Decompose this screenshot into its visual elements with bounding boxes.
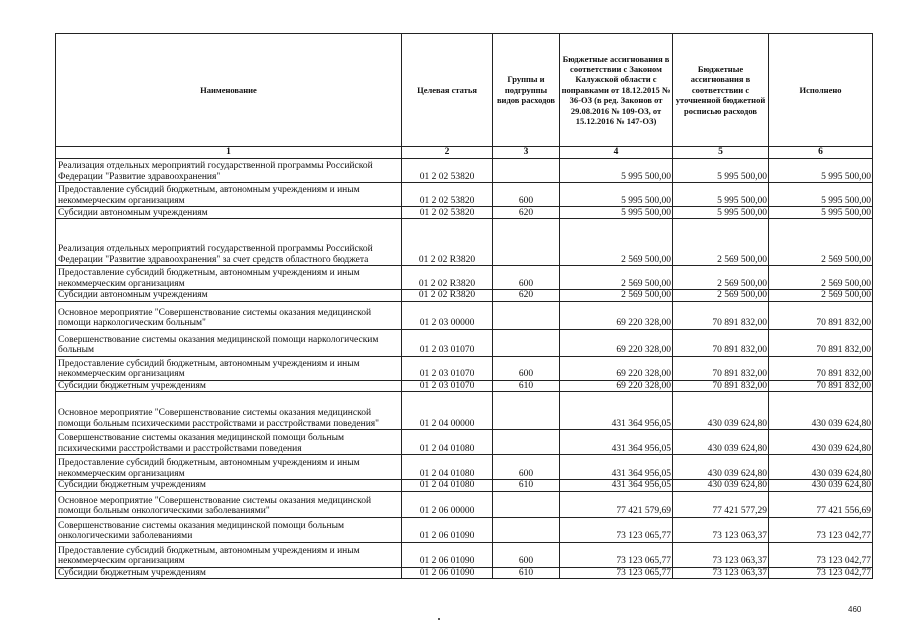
cell-budget-allocation: 70 891 832,00	[673, 380, 769, 392]
cell-expense-group: 620	[493, 290, 560, 302]
cell-expense-group	[493, 159, 560, 183]
cell-executed: 73 123 042,77	[769, 517, 873, 542]
cell-target-article: 01 2 03 00000	[402, 301, 493, 329]
cell-law-allocation: 431 364 956,05	[560, 430, 673, 455]
header-law-allocations: Бюджетные ассигнования в соответствии с Законом Калужской области с поправками от 18.12.2015 № 36-ОЗ (в ред. Законов от 29.08.2016 № 109-ОЗ, от 15.12.2016 № 147-ОЗ)	[560, 34, 673, 147]
table-row	[56, 491, 873, 517]
cell-executed: 77 421 556,69	[769, 491, 873, 517]
table-row	[56, 207, 873, 219]
cell-expense-group: 610	[493, 567, 560, 579]
cell-target-article: 01 2 04 01080	[402, 430, 493, 455]
cell-name: Основное мероприятие "Совершенствование системы оказания медицинской помощи больным онкологическими заболеваниями"	[56, 491, 402, 517]
table-row	[56, 266, 873, 290]
cell-law-allocation: 69 220 328,00	[560, 329, 673, 356]
budget-table	[55, 33, 873, 579]
cell-target-article: 01 2 06 01090	[402, 542, 493, 567]
table-row	[56, 542, 873, 567]
cell-name: Субсидии бюджетным учреждениям	[56, 567, 402, 579]
cell-expense-group: 600	[493, 183, 560, 207]
header-name: Наименование	[56, 34, 402, 147]
cell-budget-allocation: 2 569 500,00	[673, 219, 769, 266]
cell-law-allocation: 73 123 065,77	[560, 517, 673, 542]
cell-budget-allocation: 430 039 624,80	[673, 392, 769, 430]
cell-executed: 70 891 832,00	[769, 329, 873, 356]
cell-law-allocation: 2 569 500,00	[560, 290, 673, 302]
table-row	[56, 380, 873, 392]
cell-law-allocation: 69 220 328,00	[560, 356, 673, 380]
cell-budget-allocation: 5 995 500,00	[673, 207, 769, 219]
cell-budget-allocation: 70 891 832,00	[673, 329, 769, 356]
column-number: 2	[402, 147, 493, 159]
cell-name: Предоставление субсидий бюджетным, автономным учреждениям и иным некоммерческим организациям	[56, 183, 402, 207]
cell-executed: 70 891 832,00	[769, 356, 873, 380]
cell-executed: 5 995 500,00	[769, 207, 873, 219]
table-row	[56, 392, 873, 430]
table-row	[56, 290, 873, 302]
cell-expense-group: 600	[493, 266, 560, 290]
cell-budget-allocation: 2 569 500,00	[673, 266, 769, 290]
cell-target-article: 01 2 03 01070	[402, 356, 493, 380]
cell-law-allocation: 431 364 956,05	[560, 480, 673, 492]
table-row	[56, 219, 873, 266]
table-row	[56, 517, 873, 542]
cell-name: Реализация отдельных мероприятий государственной программы Российской Федерации "Развитие здравоохранения" за счет средств областного бюджета	[56, 219, 402, 266]
cell-expense-group	[493, 219, 560, 266]
cell-executed: 5 995 500,00	[769, 159, 873, 183]
cell-expense-group	[493, 301, 560, 329]
header-expense-groups: Группы и подгруппы видов расходов	[493, 34, 560, 147]
column-number: 4	[560, 147, 673, 159]
cell-expense-group: 600	[493, 455, 560, 480]
cell-law-allocation: 77 421 579,69	[560, 491, 673, 517]
cell-law-allocation: 5 995 500,00	[560, 159, 673, 183]
cell-name: Предоставление субсидий бюджетным, автономным учреждениям и иным некоммерческим организациям	[56, 542, 402, 567]
cell-target-article: 01 2 04 00000	[402, 392, 493, 430]
cell-executed: 70 891 832,00	[769, 301, 873, 329]
cell-target-article: 01 2 02 R3820	[402, 290, 493, 302]
cell-law-allocation: 73 123 065,77	[560, 542, 673, 567]
column-number: 3	[493, 147, 560, 159]
cell-budget-allocation: 70 891 832,00	[673, 356, 769, 380]
cell-name: Основное мероприятие "Совершенствование системы оказания медицинской помощи наркологическим больным"	[56, 301, 402, 329]
cell-target-article: 01 2 02 53820	[402, 183, 493, 207]
cell-target-article: 01 2 03 01070	[402, 380, 493, 392]
cell-budget-allocation: 2 569 500,00	[673, 290, 769, 302]
cell-budget-allocation: 70 891 832,00	[673, 301, 769, 329]
cell-expense-group: 600	[493, 356, 560, 380]
cell-expense-group	[493, 430, 560, 455]
header-row	[56, 34, 873, 147]
cell-expense-group: 610	[493, 480, 560, 492]
cell-executed: 430 039 624,80	[769, 392, 873, 430]
cell-budget-allocation: 5 995 500,00	[673, 159, 769, 183]
cell-target-article: 01 2 02 53820	[402, 159, 493, 183]
cell-name: Совершенствование системы оказания медицинской помощи наркологическим больным	[56, 329, 402, 356]
cell-name: Предоставление субсидий бюджетным, автономным учреждениям и иным некоммерческим организациям	[56, 455, 402, 480]
cell-name: Субсидии бюджетным учреждениям	[56, 380, 402, 392]
cell-budget-allocation: 77 421 577,29	[673, 491, 769, 517]
budget-document	[55, 33, 872, 579]
cell-law-allocation: 5 995 500,00	[560, 183, 673, 207]
cell-executed: 2 569 500,00	[769, 290, 873, 302]
cell-law-allocation: 73 123 065,77	[560, 567, 673, 579]
table-row	[56, 159, 873, 183]
cell-budget-allocation: 430 039 624,80	[673, 430, 769, 455]
cell-name: Совершенствование системы оказания медицинской помощи больным психическими расстройствами и расстройствами поведения	[56, 430, 402, 455]
cell-name: Предоставление субсидий бюджетным, автономным учреждениям и иным некоммерческим организациям	[56, 356, 402, 380]
cell-executed: 2 569 500,00	[769, 266, 873, 290]
cell-executed: 73 123 042,77	[769, 542, 873, 567]
cell-budget-allocation: 430 039 624,80	[673, 455, 769, 480]
table-body	[56, 159, 873, 579]
cell-name: Субсидии автономным учреждениям	[56, 207, 402, 219]
cell-budget-allocation: 430 039 624,80	[673, 480, 769, 492]
cell-expense-group: 620	[493, 207, 560, 219]
scan-speck	[438, 618, 440, 620]
cell-name: Реализация отдельных мероприятий государственной программы Российской Федерации "Развитие здравоохранения"	[56, 159, 402, 183]
cell-target-article: 01 2 04 01080	[402, 455, 493, 480]
cell-executed: 2 569 500,00	[769, 219, 873, 266]
cell-law-allocation: 431 364 956,05	[560, 455, 673, 480]
cell-target-article: 01 2 06 01090	[402, 567, 493, 579]
cell-target-article: 01 2 02 R3820	[402, 266, 493, 290]
cell-name: Субсидии автономным учреждениям	[56, 290, 402, 302]
cell-executed: 73 123 042,77	[769, 567, 873, 579]
cell-target-article: 01 2 02 53820	[402, 207, 493, 219]
cell-law-allocation: 5 995 500,00	[560, 207, 673, 219]
cell-budget-allocation: 5 995 500,00	[673, 183, 769, 207]
table-row	[56, 480, 873, 492]
table-row	[56, 301, 873, 329]
cell-budget-allocation: 73 123 063,37	[673, 517, 769, 542]
cell-expense-group: 600	[493, 542, 560, 567]
cell-executed: 430 039 624,80	[769, 480, 873, 492]
cell-executed: 5 995 500,00	[769, 183, 873, 207]
column-number: 6	[769, 147, 873, 159]
cell-target-article: 01 2 06 00000	[402, 491, 493, 517]
table-row	[56, 183, 873, 207]
cell-budget-allocation: 73 123 063,37	[673, 542, 769, 567]
cell-name: Предоставление субсидий бюджетным, автономным учреждениям и иным некоммерческим организациям	[56, 266, 402, 290]
cell-name: Совершенствование системы оказания медицинской помощи больным онкологическими заболеваниями	[56, 517, 402, 542]
cell-law-allocation: 2 569 500,00	[560, 219, 673, 266]
table-row	[56, 329, 873, 356]
cell-target-article: 01 2 02 R3820	[402, 219, 493, 266]
cell-target-article: 01 2 03 01070	[402, 329, 493, 356]
cell-expense-group	[493, 392, 560, 430]
cell-expense-group	[493, 491, 560, 517]
table-row	[56, 430, 873, 455]
cell-target-article: 01 2 06 01090	[402, 517, 493, 542]
cell-target-article: 01 2 04 01080	[402, 480, 493, 492]
cell-executed: 70 891 832,00	[769, 380, 873, 392]
cell-name: Основное мероприятие "Совершенствование системы оказания медицинской помощи больным психическими расстройствами и расстройствами поведения"	[56, 392, 402, 430]
cell-law-allocation: 431 364 956,05	[560, 392, 673, 430]
header-executed: Исполнено	[769, 34, 873, 147]
table-row	[56, 567, 873, 579]
page-number: 460	[848, 605, 862, 614]
cell-expense-group	[493, 517, 560, 542]
header-budget-allocations: Бюджетные ассигнования в соответствии с уточненной бюджетной росписью расходов	[673, 34, 769, 147]
cell-executed: 430 039 624,80	[769, 455, 873, 480]
cell-expense-group	[493, 329, 560, 356]
cell-budget-allocation: 73 123 063,37	[673, 567, 769, 579]
cell-law-allocation: 2 569 500,00	[560, 266, 673, 290]
cell-executed: 430 039 624,80	[769, 430, 873, 455]
column-number: 1	[56, 147, 402, 159]
column-number-row	[56, 147, 873, 159]
cell-law-allocation: 69 220 328,00	[560, 301, 673, 329]
table-row	[56, 356, 873, 380]
cell-law-allocation: 69 220 328,00	[560, 380, 673, 392]
cell-name: Субсидии бюджетным учреждениям	[56, 480, 402, 492]
column-number: 5	[673, 147, 769, 159]
table-row	[56, 455, 873, 480]
header-target-article: Целевая статья	[402, 34, 493, 147]
cell-expense-group: 610	[493, 380, 560, 392]
